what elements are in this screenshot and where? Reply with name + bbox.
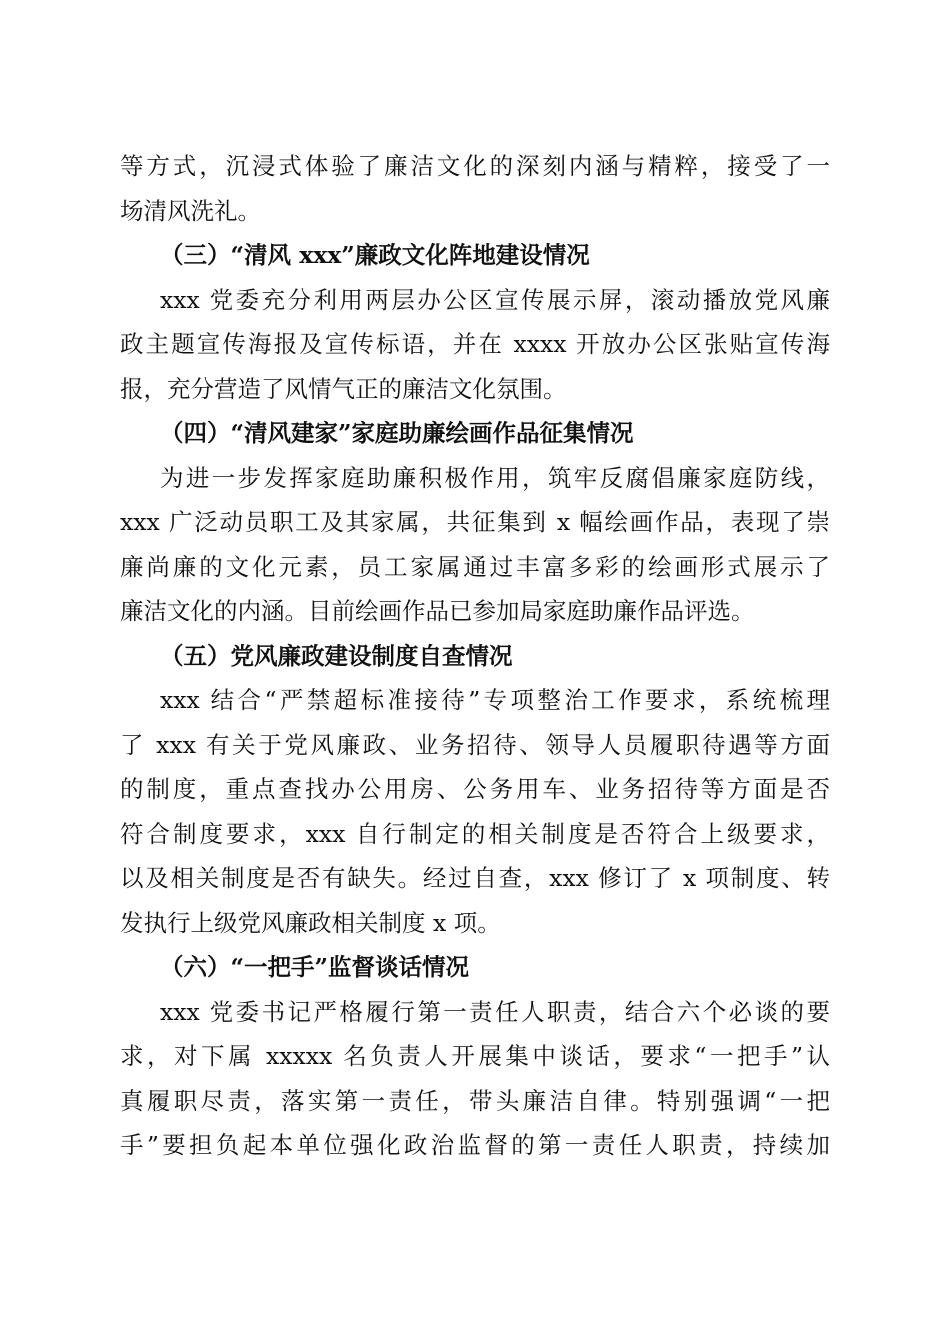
body-line: 以及相关制度是否有缺失。经过自查，xxx 修订了 x 项制度、转	[120, 864, 831, 892]
body-line: 政主题宣传海报及宣传标语，并在 xxxx 开放办公区张贴宣传海	[120, 330, 830, 358]
body-line: 了 xxx 有关于党风廉政、业务招待、领导人员履职待遇等方面	[120, 730, 830, 759]
body-line: 的制度，重点查找办公用房、公务用车、业务招待等方面是否	[120, 775, 830, 803]
body-line: 场清风洗礼。	[120, 196, 261, 225]
body-line: xxx 党委书记严格履行第一责任人职责，结合六个必谈的要	[160, 997, 830, 1026]
body-line: 手”要担负起本单位强化政治监督的第一责任人职责，持续加	[120, 1131, 830, 1159]
body-line: xxx 结合“严禁超标准接待”专项整治工作要求，系统梳理	[160, 686, 830, 714]
body-line: 真履职尽责，落实第一责任，带头廉洁自律。特别强调“一把	[120, 1086, 830, 1115]
body-line: 求，对下属 xxxxx 名负责人开展集中谈话，要求“一把手”认	[120, 1042, 830, 1070]
section-heading-4: （四）“清风建家”家庭助廉绘画作品征集情况	[160, 419, 634, 447]
body-line: xxx 广泛动员职工及其家属，共征集到 x 幅绘画作品，表现了崇	[120, 508, 830, 536]
section-heading-3: （三）“清风 xxx”廉政文化阵地建设情况	[160, 241, 590, 269]
body-line: xxx 党委充分利用两层办公区宣传展示屏，滚动播放党风廉	[160, 285, 830, 314]
section-heading-6: （六）“一把手”监督谈话情况	[160, 953, 470, 981]
body-line: 报，充分营造了风情气正的廉洁文化氛围。	[120, 374, 567, 403]
section-heading-5: （五）党风廉政建设制度自查情况	[160, 641, 513, 670]
body-line: 发执行上级党风廉政相关制度 x 项。	[120, 908, 501, 937]
body-line: 为进一步发挥家庭助廉积极作用，筑牢反腐倡廉家庭防线，	[160, 463, 830, 492]
body-line: 廉洁文化的内涵。目前绘画作品已参加局家庭助廉作品评选。	[120, 597, 755, 625]
body-line: 等方式，沉浸式体验了廉洁文化的深刻内涵与精粹，接受了一	[120, 152, 830, 180]
document-page	[120, 144, 830, 1168]
body-line: 符合制度要求，xxx 自行制定的相关制度是否符合上级要求，	[120, 819, 830, 848]
body-line: 廉尚廉的文化元素，员工家属通过丰富多彩的绘画形式展示了	[120, 552, 830, 581]
